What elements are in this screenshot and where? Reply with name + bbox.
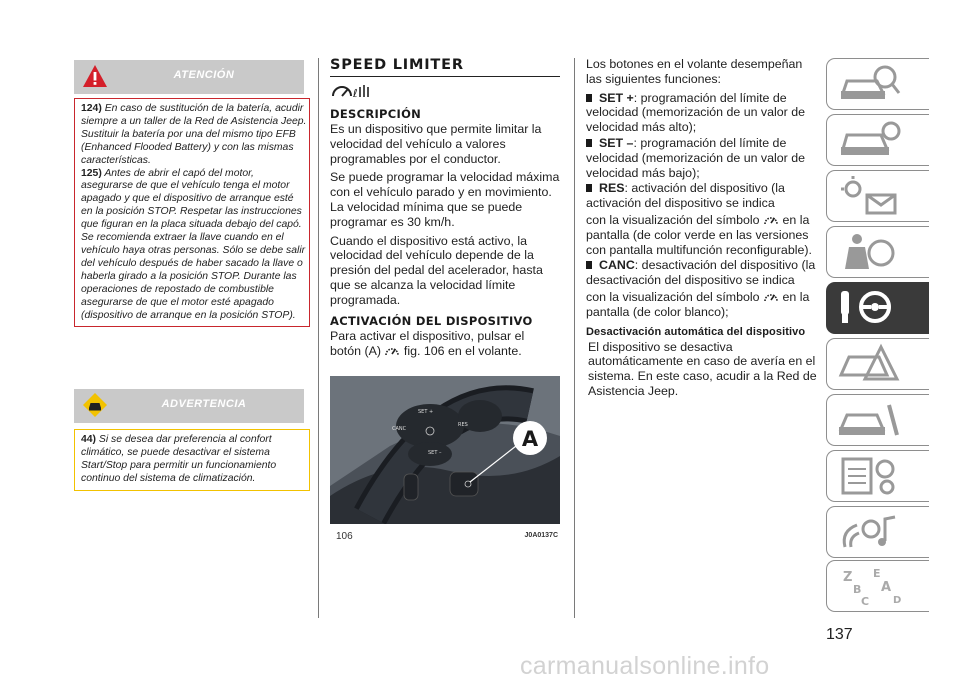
tab-dashboard[interactable]: [826, 114, 929, 166]
speed-limiter-symbol-icon: [763, 289, 779, 304]
figure-button-label: SET +: [418, 409, 434, 415]
watermark: carmanualsonline.info: [520, 652, 770, 680]
function-item-canc: CANC: desactivación del dispositivo (la desactivación del dispositivo se indica: [586, 258, 816, 288]
function-item-res: RES: activación del dispositivo (la activación del dispositivo se indica: [586, 181, 785, 211]
auto-deactivation-heading: Desactivación automática del dispositivo: [586, 325, 806, 338]
index-icon: [837, 565, 901, 607]
tab-multimedia[interactable]: [826, 506, 929, 558]
svg-text:C: C: [861, 595, 870, 607]
steering-wheel-photo: [330, 376, 560, 524]
attention-body: [74, 98, 310, 327]
function-item-set-minus: SET –: programación del límite de velocidad (memorización de un valor de velocidad más bajo);: [586, 135, 806, 180]
attention-title: ATENCIÓN: [173, 69, 235, 81]
description-heading: DESCRIPCIÓN: [330, 107, 422, 121]
tab-emergency[interactable]: [826, 338, 929, 390]
svg-text:D: D: [893, 595, 901, 606]
column-divider: [574, 58, 575, 618]
warning-item: 44) Si se desea dar preferencia al confort climático, se puede desactivar el sistema Start/Stop para permitir un funcionamiento continuo del sistema de climatización.: [81, 434, 277, 484]
figure-number: 106: [336, 531, 353, 542]
column-divider: [318, 58, 319, 618]
svg-text:E: E: [873, 567, 881, 580]
function-item-set-plus: SET +: programación del límite de velocidad (memorización de un valor de velocidad más alto);: [586, 90, 806, 135]
safety-airbag-icon: [837, 231, 901, 273]
tab-technical-data[interactable]: [826, 450, 929, 502]
figure-button-label: SET –: [428, 450, 442, 456]
warning-title: ADVERTENCIA: [161, 398, 247, 410]
warning-header: [74, 389, 304, 423]
speed-limiter-icon: [330, 82, 374, 100]
technical-data-icon: [837, 455, 901, 497]
tab-car-info[interactable]: [826, 58, 929, 110]
svg-text:Z: Z: [843, 570, 853, 585]
auto-deactivation-text: El dispositivo se desactiva automáticamente en caso de avería en el sistema. En este caso, acudir a la Red de Asistencia Jeep.: [588, 339, 817, 398]
tab-index[interactable]: [826, 560, 929, 612]
functions-intro: Los botones en el volante desempeñan las siguientes funciones:: [586, 57, 803, 86]
multimedia-icon: [837, 511, 901, 553]
emergency-icon: [837, 343, 901, 385]
description-paragraph: Cuando el dispositivo está activo, la velocidad del vehículo depende de la presión del pedal del acelerador, hasta que se alcanza la velocidad límite programada.: [330, 233, 543, 307]
tab-safety[interactable]: [826, 226, 929, 278]
attention-item: 125) Antes de abrir el capó del motor, asegurarse de que el vehículo tenga el motor apagado y que el dispositivo de arranque esté en la posición STOP. Respetar las instrucciones que figuran en la placa situada debajo del capó. Se recomienda extraer la llave cuando en el vehículo haya otras personas. Sólo se debe salir del vehículo después de haber sacado la llave o haberla girado a la posición STOP. Durante las operaciones de repostado de combustible asegurarse de que el motor esté apagado (dispositivo de arranque en la posición STOP).: [81, 167, 306, 321]
section-title: SPEED LIMITER: [330, 57, 560, 77]
svg-text:A: A: [881, 580, 892, 595]
attention-item: 124) En caso de sustitución de la batería, acudir siempre a un taller de la Red de Asistencia Jeep. Sustituir la batería por una del mismo tipo EFB (Enhanced Flooded Battery) y con las mismas características.: [81, 103, 307, 166]
car-info-icon: [837, 63, 901, 105]
car-dashboard-icon: [837, 119, 901, 161]
attention-header: [74, 60, 304, 94]
speed-limiter-button-icon: [384, 343, 400, 357]
figure-caption: [336, 531, 558, 542]
activation-heading: ACTIVACIÓN DEL DISPOSITIVO: [330, 313, 533, 328]
function-item-canc-symbol: con la visualización del símbolo en la pantalla (de color blanco);: [586, 289, 810, 319]
tab-lights[interactable]: [826, 170, 929, 222]
speed-limiter-symbol-icon: [763, 212, 779, 227]
description-paragraph: Es un dispositivo que permite limitar la velocidad del vehículo a valores programables por el conductor.: [330, 122, 542, 166]
callout-label: A: [521, 427, 539, 451]
tab-maintenance[interactable]: [826, 394, 929, 446]
warning-body: [74, 429, 310, 491]
description-paragraph: Se puede programar la velocidad máxima con el vehículo parado y en movimiento. La velocidad mínima que se puede programar es 30 km/h.: [330, 170, 560, 229]
function-item-res-symbol: con la visualización del símbolo en la pantalla (de color verde en las versiones con pantalla multifunción reconfigurable).: [586, 212, 812, 257]
svg-text:ℓ: ℓ: [353, 87, 358, 100]
activation-paragraph: Para activar el dispositivo, pulsar el: [330, 328, 525, 343]
tab-starting-driving[interactable]: [826, 282, 929, 334]
lights-icon: [837, 175, 901, 217]
figure-button-label: RES: [458, 422, 468, 428]
functions-section: [586, 57, 818, 403]
page-number: 137: [826, 626, 853, 643]
figure-code: J0A0137C: [524, 532, 558, 539]
svg-text:B: B: [853, 583, 862, 596]
activation-paragraph: botón (A) fig. 106 en el volante.: [330, 344, 522, 359]
figure-button-label: CANC: [392, 426, 407, 432]
starting-driving-icon: [837, 287, 901, 329]
maintenance-icon: [837, 399, 901, 441]
description-section: [330, 107, 562, 363]
